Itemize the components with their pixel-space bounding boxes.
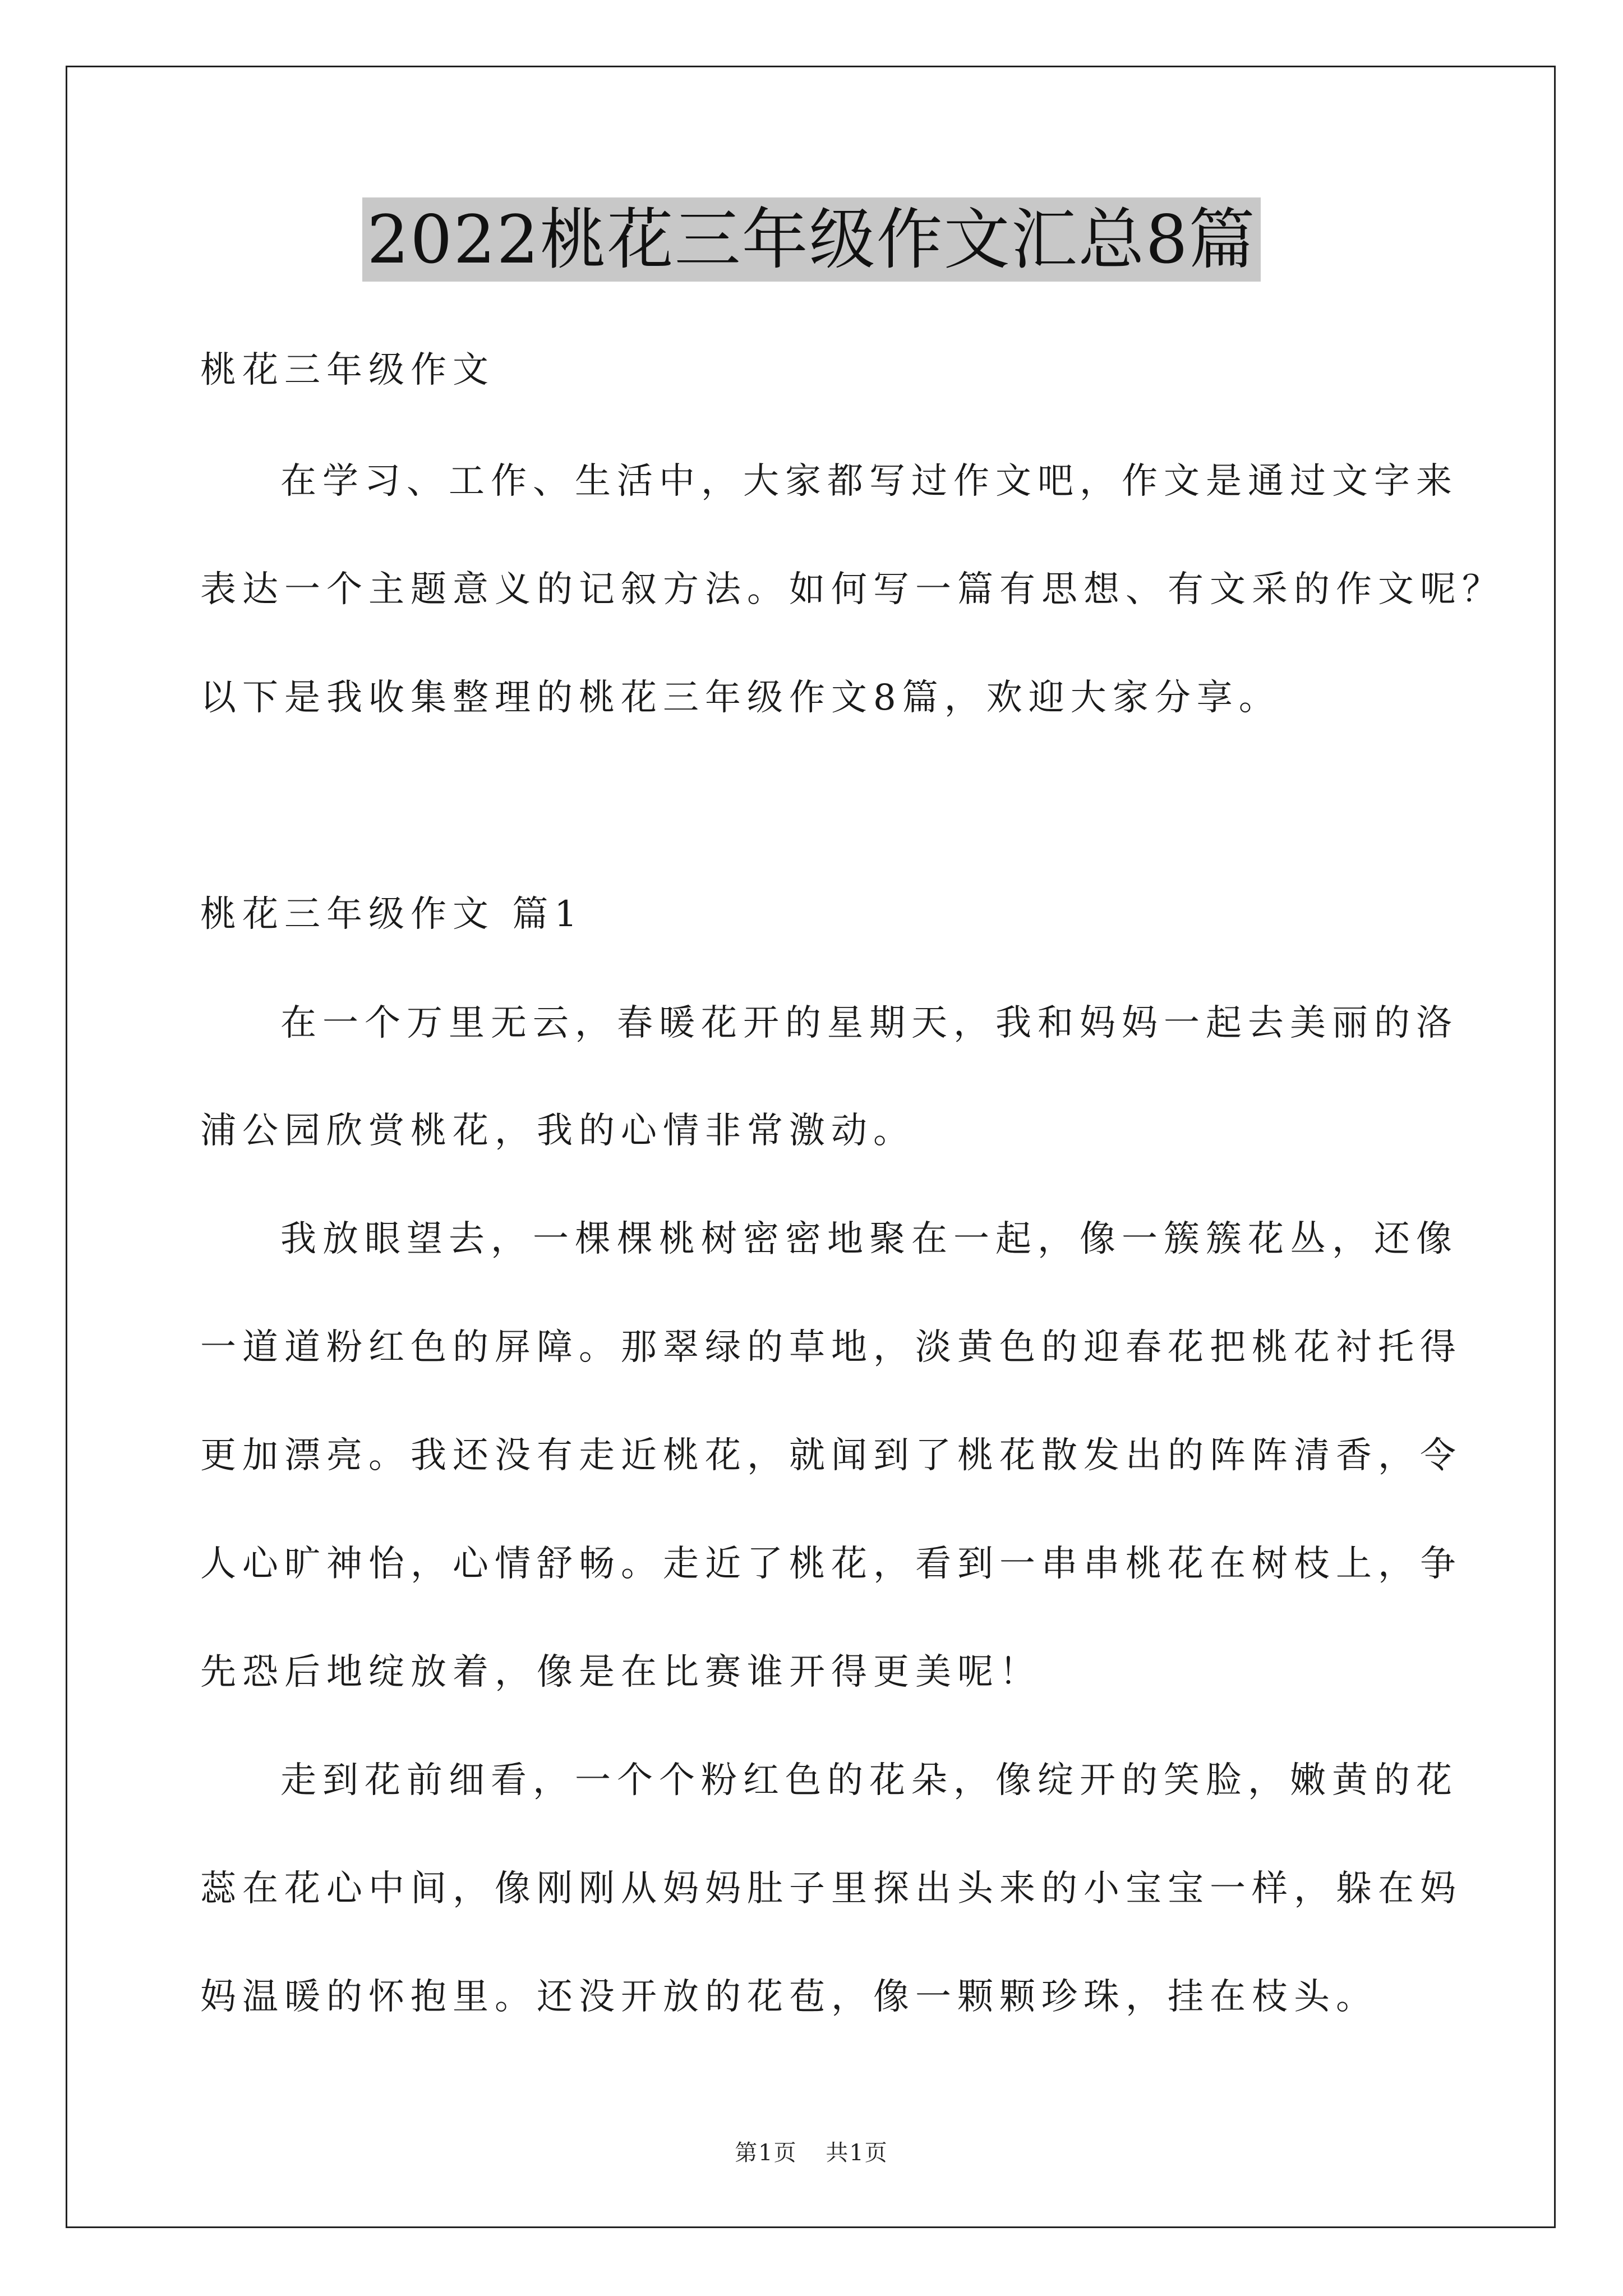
paragraph2-line-3: 更加漂亮。我还没有走近桃花，就闻到了桃花散发出的阵阵清香，令 (200, 1435, 1462, 1476)
paragraph2-line-1: 我放眼望去，一棵棵桃树密密地聚在一起，像一簇簇花丛，还像 (280, 1218, 1458, 1260)
page-footer (0, 2136, 1623, 2170)
article-heading: 桃花三年级作文 篇1 (200, 894, 584, 935)
title-container (0, 197, 1623, 282)
paragraph1-line-1: 在一个万里无云，春暖花开的星期天，我和妈妈一起去美丽的洛 (280, 1002, 1458, 1044)
intro-line-1: 在学习、工作、生活中，大家都写过作文吧，作文是通过文字来 (280, 461, 1458, 502)
page-number-current: 第1页 (735, 2140, 797, 2166)
paragraph3-line-1: 走到花前细看，一个个粉红色的花朵，像绽开的笑脸，嫩黄的花 (280, 1760, 1458, 1801)
paragraph2-line-5: 先恐后地绽放着，像是在比赛谁开得更美呢！ (200, 1651, 1041, 1693)
paragraph2-line-2: 一道道粉红色的屏障。那翠绿的草地，淡黄色的迎春花把桃花衬托得 (200, 1327, 1462, 1368)
section-heading: 桃花三年级作文 (200, 349, 495, 391)
paragraph3-line-3: 妈温暖的怀抱里。还没开放的花苞，像一颗颗珍珠，挂在枝头。 (200, 1976, 1378, 2018)
document-title: 2022桃花三年级作文汇总8篇 (362, 197, 1260, 282)
paragraph1-line-2: 浦公园欣赏桃花，我的心情非常激动。 (200, 1110, 915, 1152)
page-number-total: 共1页 (826, 2140, 888, 2166)
intro-line-3: 以下是我收集整理的桃花三年级作文8篇，欢迎大家分享。 (200, 677, 1281, 719)
intro-line-2: 表达一个主题意义的记叙方法。如何写一篇有思想、有文采的作文呢？ (200, 569, 1504, 610)
paragraph3-line-2: 蕊在花心中间，像刚刚从妈妈肚子里探出头来的小宝宝一样，躲在妈 (200, 1868, 1462, 1910)
paragraph2-line-4: 人心旷神怡，心情舒畅。走近了桃花，看到一串串桃花在树枝上，争 (200, 1543, 1462, 1585)
